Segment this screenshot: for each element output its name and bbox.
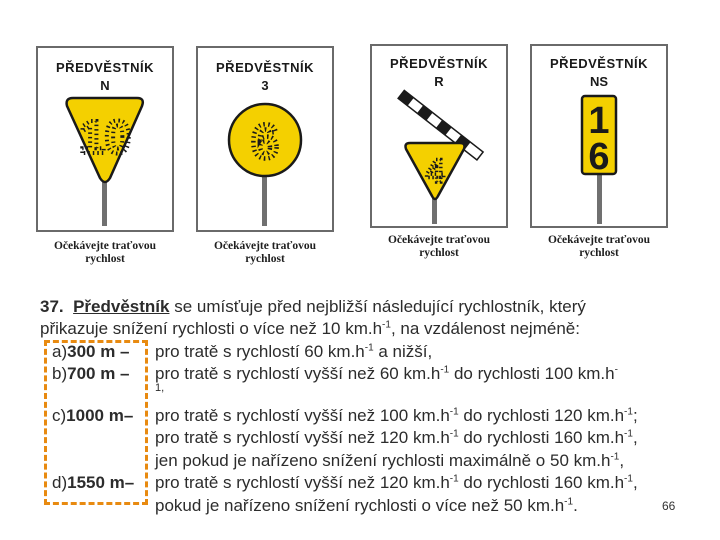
option-a[interactable] [52, 342, 130, 362]
sign-digits: 4 [426, 153, 444, 189]
line-text: do rychlosti 120 km.h [458, 406, 625, 425]
superscript: -1 [382, 319, 391, 331]
sign-digit-bottom: 6 [588, 136, 610, 178]
panel-title: PŘEDVĚSTNÍK [390, 56, 488, 71]
rectangle-sign-graphic [532, 46, 666, 226]
sign-panel-3 [196, 46, 334, 232]
triangle-sign-graphic [38, 48, 172, 230]
line-text: 1 [155, 382, 162, 394]
panel-title: PŘEDVĚSTNÍK [550, 56, 648, 71]
panel-title: PŘEDVĚSTNÍK [216, 60, 314, 75]
reduced-sign-graphic [372, 46, 506, 226]
option-letter: d) [52, 473, 68, 492]
line-text: pokud je nařízeno snížení rychlosti o více než 50 km.h [155, 496, 565, 515]
option-value: 1000 m [66, 406, 124, 425]
superscript: -1 [610, 451, 620, 463]
option-d[interactable] [52, 473, 134, 493]
superscript: -1 [564, 496, 574, 508]
line-text: do rychlosti 100 km.h [449, 364, 615, 383]
question-text [40, 296, 680, 340]
option-letter: b) [52, 364, 68, 383]
question-number: 37. [40, 297, 64, 316]
superscript: - [614, 364, 618, 376]
caption-line: rychlost [85, 253, 125, 265]
page-number: 66 [662, 499, 676, 513]
superscript: -1 [624, 428, 633, 440]
sign-panel-r [370, 44, 508, 228]
line-text: , [161, 382, 165, 394]
line-text: do rychlosti 160 km.h [458, 428, 625, 447]
option-c[interactable] [52, 406, 133, 426]
line-text: do rychlosti 160 km.h [458, 473, 625, 492]
caption-line: rychlost [245, 253, 285, 265]
panel-code: R [434, 74, 444, 89]
answer-line [155, 342, 432, 362]
option-value: 700 m [67, 364, 116, 383]
option-value: 300 m [67, 342, 116, 361]
caption-line: Očekávejte traťovou [53, 240, 157, 252]
answer-line [155, 364, 618, 384]
line-text: pro tratě s rychlostí vyšší než 60 km.h [155, 364, 441, 383]
line-text: , [632, 473, 638, 492]
question-fragment: , na vzdálenost nejméně: [390, 319, 580, 338]
panel-code: NS [589, 74, 609, 89]
option-letter: a) [52, 342, 68, 361]
caption-line: Očekávejte traťovou [213, 240, 317, 252]
caption-line: Očekávejte traťovou [547, 234, 651, 246]
panel-caption [190, 240, 340, 266]
superscript: -1 [449, 406, 459, 418]
line-text: a nižší, [373, 342, 433, 361]
circle-sign-graphic [198, 48, 332, 230]
line-text: , [632, 428, 638, 447]
option-dash: – [123, 406, 134, 425]
caption-line: rychlost [419, 247, 459, 259]
answer-line [155, 428, 638, 448]
line-text: . [573, 496, 578, 515]
superscript: -1 [440, 364, 450, 376]
line-text: jen pokud je nařízeno snížení rychlosti maximálně o 50 km.h [155, 451, 611, 470]
caption-line: Očekávejte traťovou [387, 234, 491, 246]
superscript: -1 [624, 473, 633, 485]
panel-caption [30, 240, 180, 266]
question-rest: se umísťuje před nejbližší následující rychlostník, který [169, 297, 586, 316]
sign-digits: 6 [251, 116, 279, 169]
superscript: -1 [449, 428, 459, 440]
line-text: pro tratě s rychlostí vyšší než 120 km.h [155, 473, 450, 492]
question-fragment: přikazuje snížení rychlosti o více než 10 km.h [40, 319, 383, 338]
answer-line [155, 451, 624, 471]
line-text: ; [632, 406, 638, 425]
question-line-1 [40, 296, 680, 318]
line-text: pro tratě s rychlostí 60 km.h [155, 342, 365, 361]
option-dash: – [115, 342, 130, 361]
answer-line [155, 382, 164, 394]
option-b[interactable] [52, 364, 130, 384]
sign-digit-top: 1 [588, 100, 610, 142]
line-text: , [619, 451, 625, 470]
sign-digits: 10 [79, 111, 131, 163]
panel-code: 3 [261, 78, 269, 93]
panel-title: PŘEDVĚSTNÍK [56, 60, 154, 75]
sign-panel-ns [530, 44, 668, 228]
question-line-2 [40, 318, 680, 340]
sign-panel-n [36, 46, 174, 232]
option-dash: – [124, 473, 135, 492]
panel-caption [364, 234, 514, 260]
answer-line [155, 406, 638, 426]
answer-line [155, 473, 638, 493]
answer-line [155, 496, 578, 516]
panel-caption [524, 234, 674, 260]
superscript: -1 [449, 473, 459, 485]
option-dash: – [115, 364, 130, 383]
superscript: -1 [364, 342, 374, 354]
panel-code: N [100, 78, 110, 93]
superscript: -1 [624, 406, 633, 418]
line-text: pro tratě s rychlostí vyšší než 120 km.h [155, 428, 450, 447]
option-value: 1550 m [67, 473, 125, 492]
question-keyword: Předvěstník [73, 297, 170, 316]
option-letter: c) [52, 406, 67, 425]
line-text: pro tratě s rychlostí vyšší než 100 km.h [155, 406, 450, 425]
caption-line: rychlost [579, 247, 619, 259]
